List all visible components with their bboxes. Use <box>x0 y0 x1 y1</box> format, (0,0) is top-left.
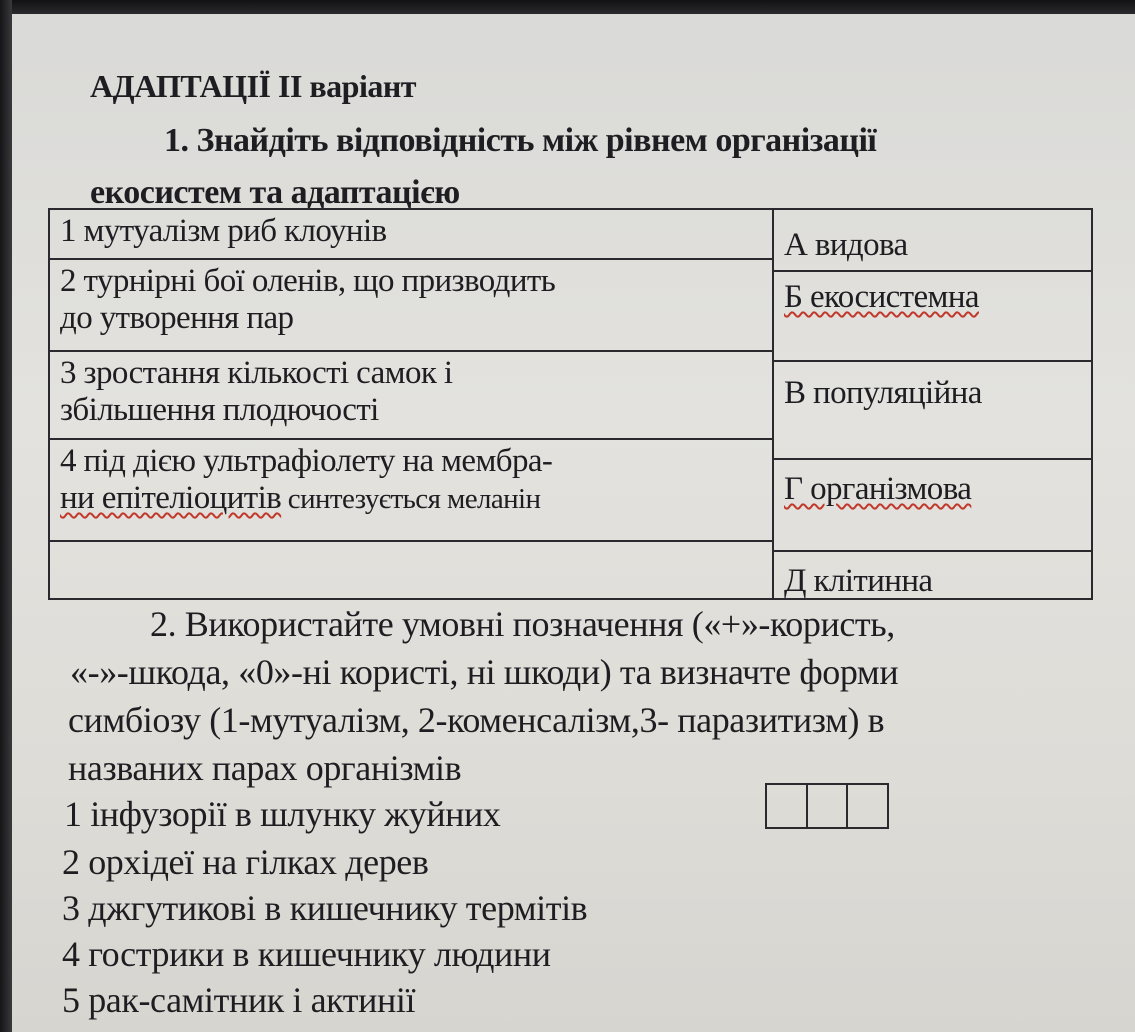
right-item-c-label: В популяційна <box>784 375 982 411</box>
left-item-1: 1 мутуалізм риб клоунів <box>60 213 387 249</box>
table-row <box>50 440 772 540</box>
table-row <box>50 352 772 438</box>
answer-box[interactable] <box>808 785 849 827</box>
question1-text-line1: 1. Знайдіть відповідність між рівнем організації <box>164 122 877 159</box>
right-item-e <box>774 560 1091 598</box>
table-row-empty <box>50 542 772 598</box>
table-row <box>50 260 772 350</box>
right-item-d-label: Г організмова <box>784 471 972 507</box>
table-row <box>50 210 772 258</box>
monitor-bezel-top <box>0 0 1135 14</box>
question2-line3: симбіозу (1-мутуалізм, 2-коменсалізм,3- паразитизм) в <box>68 700 885 740</box>
left-item-2-line1: 2 турнірні бої оленів, що призводить <box>60 263 556 299</box>
worksheet-title: АДАПТАЦІЇ ІІ варіант <box>90 68 417 104</box>
right-row-divider <box>772 458 1091 460</box>
right-item-a-label: А видова <box>784 227 908 263</box>
right-row-divider <box>772 270 1091 272</box>
left-item-4-line1 <box>60 443 772 480</box>
left-item-4-line2-part2: синтезується меланін <box>281 482 541 515</box>
question2-line4: названих парах організмів <box>68 748 462 788</box>
left-item-4-line2 <box>60 480 772 517</box>
answer-boxes <box>765 783 889 829</box>
right-row-divider <box>772 360 1091 362</box>
right-item-d <box>774 468 1091 550</box>
left-item-3-line1: 3 зростання кількості самок і <box>60 355 453 391</box>
answer-box[interactable] <box>848 785 887 827</box>
left-item-4-line2-part1: ни епітеліоцитів <box>60 479 282 516</box>
list-item: 5 рак-самітник і актинії <box>62 980 416 1020</box>
matching-table <box>48 208 1093 600</box>
list-item: 1 інфузорії в шлунку жуйних <box>64 794 501 834</box>
right-item-e-label: Д клітинна <box>784 563 933 599</box>
right-item-c <box>774 372 1091 458</box>
left-item-3-line2: збільшення плодючості <box>60 391 379 428</box>
question2-line2: «-»-шкода, «0»-ні користі, ні шкоди) та визначте форми <box>70 652 899 692</box>
list-item: 3 джгутикові в кишечнику термітів <box>62 888 588 928</box>
right-row-divider <box>772 550 1091 552</box>
monitor-bezel-left <box>0 0 12 1032</box>
list-item: 4 гострики в кишечнику людини <box>62 934 551 974</box>
left-item-4-line1-text: 4 під дією ультрафіолету на мембра- <box>60 443 553 479</box>
question2-line1: 2. Використайте умовні позначення («+»-користь, <box>150 604 895 644</box>
right-item-b <box>774 276 1091 360</box>
answer-box[interactable] <box>767 785 808 827</box>
question1-text-line2: екосистем та адаптацією <box>90 174 460 211</box>
left-item-2-line2: до утворення пар <box>60 299 294 336</box>
right-item-b-label: Б екосистемна <box>784 279 979 315</box>
document-page <box>40 14 1135 1032</box>
right-item-a <box>774 224 1091 270</box>
list-item: 2 орхідеї на гілках дерев <box>62 842 429 882</box>
